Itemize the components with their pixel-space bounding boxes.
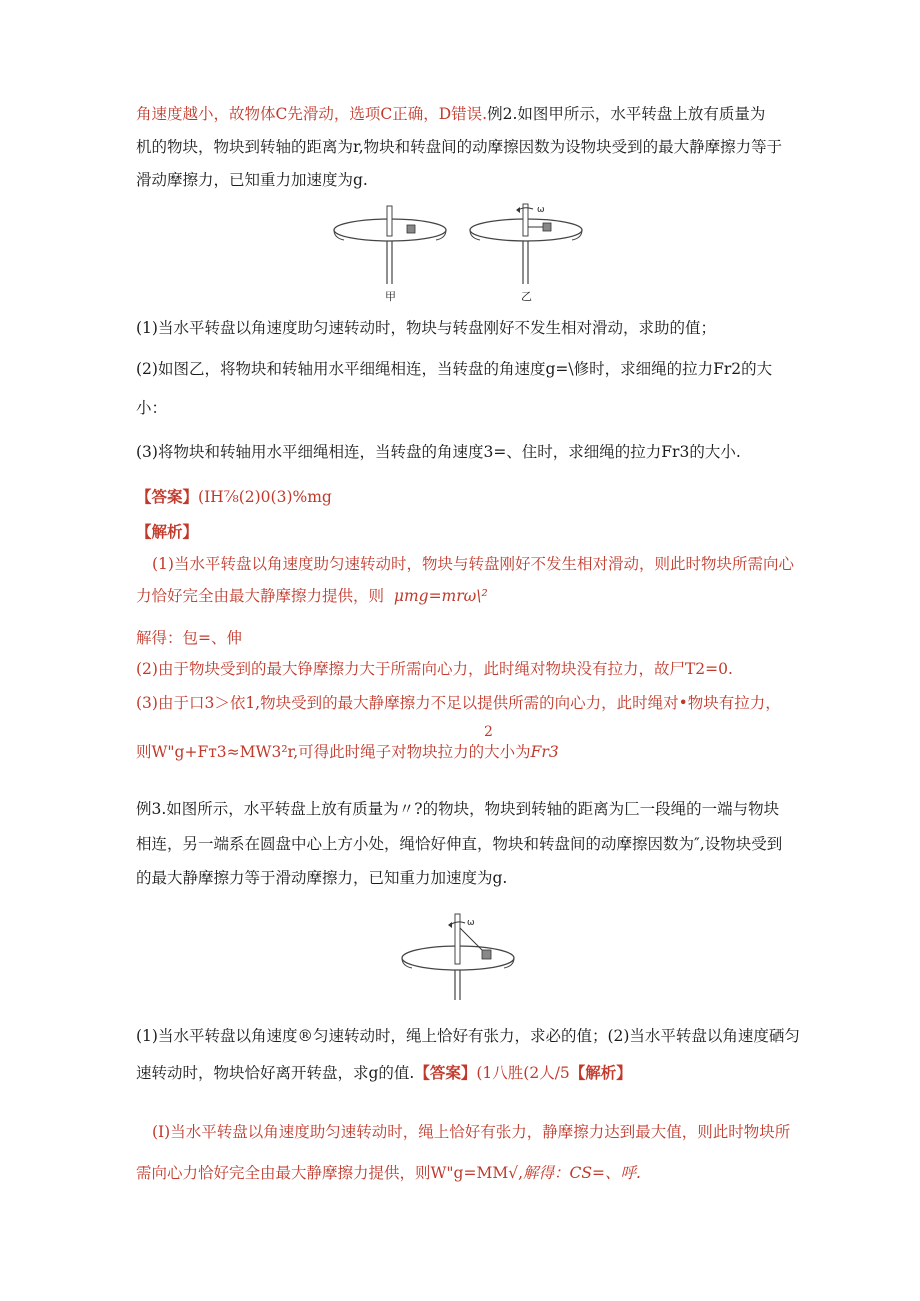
question-3: (3)将物块和转轴用水平细绳相连，当转盘的角速度3=、住时，求细绳的拉力Fr3的大小. — [136, 443, 741, 461]
block-right — [543, 223, 551, 231]
analysis-label: 【解析】 — [136, 522, 199, 541]
ex3-analysis-label: 【解析】 — [569, 1063, 632, 1082]
omega-symbol: ω — [537, 205, 545, 215]
turntable-left — [334, 206, 446, 303]
analysis-line3: 解得：包=、伸 — [136, 629, 242, 647]
ex3-answer-label: 【答案】 — [414, 1063, 477, 1082]
ex3-line2: 相连，另一端系在圆盘中心上方小处，绳恰好伸直，物块和转盘间的动摩擦因数为″,设物块受到 — [136, 835, 783, 853]
analysis-formula-1: μmg=mrω\² — [393, 587, 488, 605]
block — [482, 950, 491, 959]
answer-text: (IH⅞(2)0(3)%mg — [198, 488, 332, 506]
analysis-formula-fr3: Fr3 — [530, 743, 559, 761]
analysis-line6 — [136, 742, 559, 762]
para1-black-text: 例2.如图甲所示，水平转盘上放有质量为 — [487, 105, 766, 123]
ex3-line3: 的最大静摩擦力等于滑动摩擦力，已知重力加速度为g. — [136, 869, 508, 887]
figure-turntables — [330, 198, 630, 306]
block-left — [407, 225, 415, 233]
ex3-line1: 例3.如图所示，水平转盘上放有质量为〃?的物块，物块到转轴的距离为匚一段绳的一端与物块 — [136, 800, 780, 818]
analysis-line6-text: 则W"g+Fт3≈MW3²r,可得此时绳子对物块拉力的大小为 — [136, 743, 531, 761]
analysis-fraction-2: 2 — [484, 724, 493, 740]
figure-label-jia: 甲 — [385, 290, 396, 303]
ex3-analysis-line1: (I)当水平转盘以角速度助匀速转动时，绳上恰好有张力，静摩擦力达到最大值，则此时物块所 — [152, 1123, 791, 1141]
ex3-question-text: 速转动时，物块恰好离开转盘，求g的值. — [136, 1064, 415, 1082]
analysis-line2-text: 力恰好完全由最大静摩擦力提供，则 — [136, 587, 385, 605]
para1-line2: 机的物块，物块到转轴的距离为r,物块和转盘间的动摩擦因数为设物块受到的最大静摩擦力等于 — [136, 138, 783, 156]
ex3-question-line2 — [136, 1063, 632, 1083]
answer-label: 【答案】 — [136, 487, 199, 506]
answer-line — [136, 487, 332, 507]
figure-turntable-string — [398, 908, 522, 1008]
ex3-analysis-solution: 解得：CS=、呼. — [523, 1164, 641, 1182]
question-2-line2: 小： — [136, 399, 168, 417]
analysis-line1: (1)当水平转盘以角速度助匀速转动时，物块与转盘刚好不发生相对滑动，则此时物块所需向心 — [152, 555, 794, 573]
figure-label-yi: 乙 — [521, 290, 532, 303]
analysis-line4: (2)由于物块受到的最大铮摩擦力大于所需向心力，此时绳对物块没有拉力，故尸T2=0. — [136, 660, 733, 678]
analysis-line2 — [136, 586, 488, 606]
question-2-line1: (2)如图乙，将物块和转轴用水平细绳相连，当转盘的角速度g=\修时，求细绳的拉力Fr2的大 — [136, 360, 773, 378]
ex3-question-line1: (1)当水平转盘以角速度®匀速转动时，绳上恰好有张力，求必的值；(2)当水平转盘以角速度硒匀 — [136, 1027, 800, 1045]
question-1: (1)当水平转盘以角速度助匀速转动时，物块与转盘刚好不发生相对滑动，求助的值； — [136, 319, 716, 337]
turntable-right — [470, 204, 582, 303]
ex3-analysis-line2 — [136, 1163, 641, 1183]
para1-line3: 滑动摩擦力，已知重力加速度为g. — [136, 171, 368, 189]
ex3-answer-text: (1八胜(2人/5 — [476, 1064, 570, 1082]
omega-symbol-2: ω — [467, 918, 475, 928]
para1-red-text: 角速度越小，故物体C先滑动，选项C正确，D错误. — [136, 105, 488, 123]
analysis-line5: (3)由于口3＞依1,物块受到的最大静摩擦力不足以提供所需的向心力，此时绳对•物块有拉力， — [136, 694, 781, 712]
ex3-analysis-line2-text: 需向心力恰好完全由最大静摩擦力提供，则W"g=MM√, — [136, 1164, 524, 1182]
para1-line1 — [136, 104, 765, 124]
